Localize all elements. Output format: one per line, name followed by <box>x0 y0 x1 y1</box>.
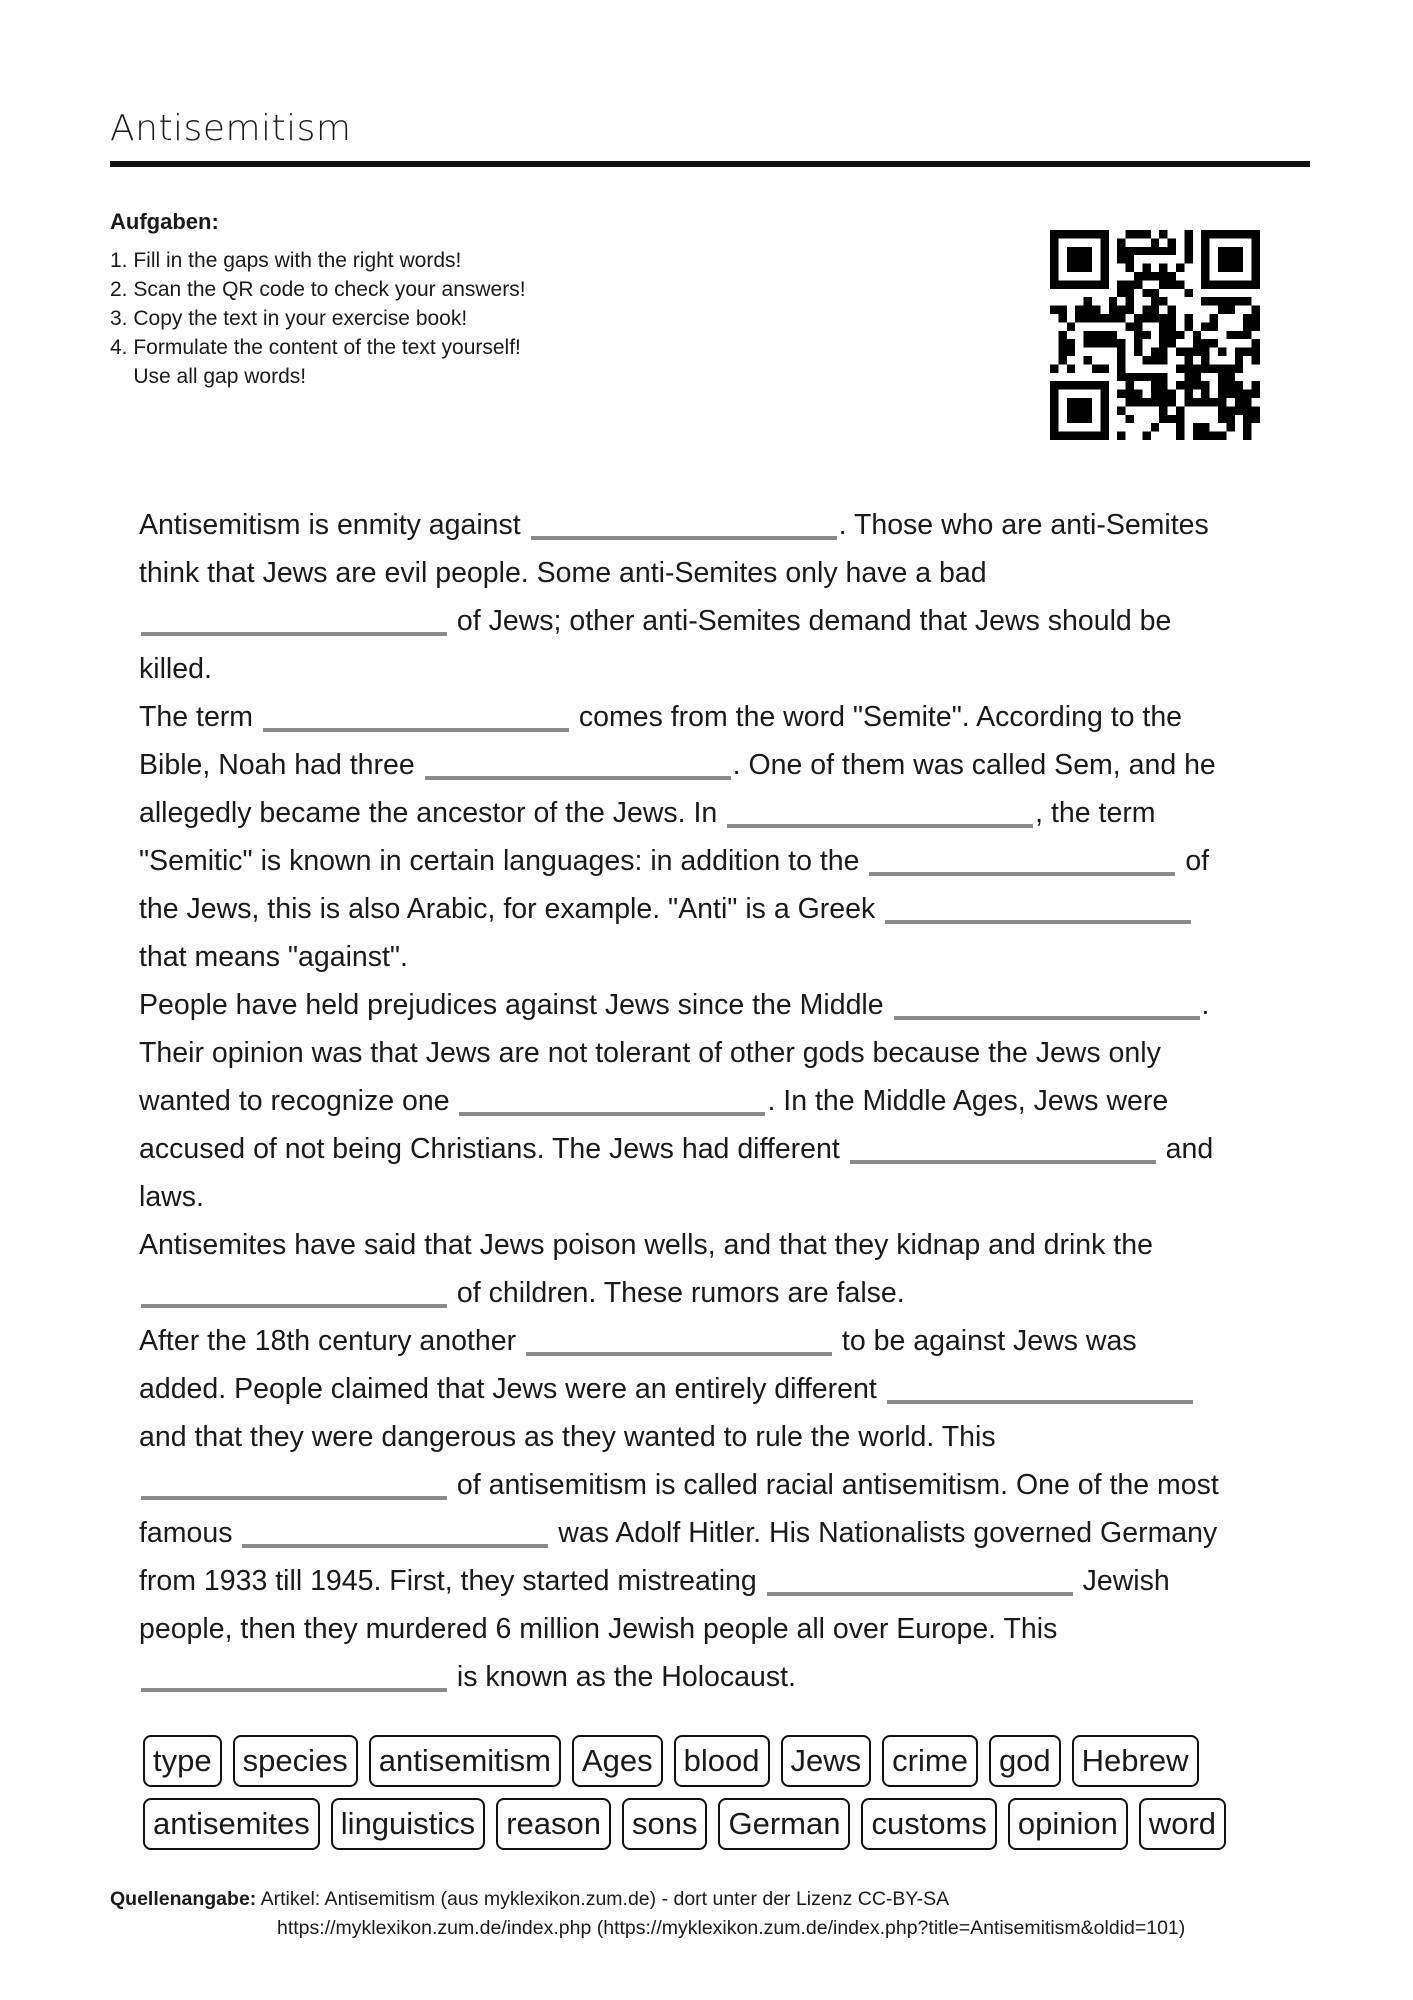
gap-text <box>139 501 1289 1701</box>
task-item: 4. Formulate the content of the text yourself! <box>110 336 521 359</box>
word-chip-german[interactable]: German <box>718 1798 850 1850</box>
word-chip-blood[interactable]: blood <box>674 1735 770 1787</box>
word-bank <box>143 1735 1293 1861</box>
word-chip-jews[interactable]: Jews <box>781 1735 872 1787</box>
text-line <box>139 693 1289 741</box>
text-fragment: killed. <box>139 653 212 685</box>
text-fragment: that means "against". <box>139 941 408 973</box>
text-line <box>139 837 1289 885</box>
text-fragment: accused of not being Christians. The Jews had different <box>139 1133 848 1165</box>
text-line <box>139 981 1289 1029</box>
text-fragment: and that they were dangerous as they wanted to rule the world. This <box>139 1421 996 1453</box>
tasks-heading: Aufgaben: <box>110 209 219 234</box>
text-fragment: and <box>1157 1133 1214 1165</box>
text-line <box>139 885 1289 933</box>
text-fragment: think that Jews are evil people. Some anti-Semites only have a bad <box>139 557 987 589</box>
text-line <box>139 1077 1289 1125</box>
gap-blank-1[interactable] <box>531 508 837 540</box>
text-line <box>139 501 1289 549</box>
text-line <box>139 549 1289 597</box>
word-chip-crime[interactable]: crime <box>882 1735 978 1787</box>
word-chip-sons[interactable]: sons <box>622 1798 707 1850</box>
gap-blank-11[interactable] <box>141 1276 447 1308</box>
task-item: 1. Fill in the gaps with the right words! <box>110 249 462 272</box>
word-chip-antisemitism[interactable]: antisemitism <box>369 1735 561 1787</box>
gap-blank-9[interactable] <box>459 1084 765 1116</box>
text-fragment: The term <box>139 701 261 733</box>
text-fragment: After the 18th century another <box>139 1325 524 1357</box>
gap-blank-17[interactable] <box>141 1660 447 1692</box>
text-fragment: comes from the word "Semite". According to the <box>570 701 1183 733</box>
text-line <box>139 1125 1289 1173</box>
text-fragment: . Those who are anti-Semites <box>838 509 1209 541</box>
gap-blank-15[interactable] <box>242 1516 548 1548</box>
text-line <box>139 645 1289 693</box>
word-chip-hebrew[interactable]: Hebrew <box>1072 1735 1199 1787</box>
word-bank-row <box>143 1735 1293 1787</box>
gap-blank-4[interactable] <box>425 748 731 780</box>
text-line <box>139 1653 1289 1701</box>
text-line <box>139 1509 1289 1557</box>
gap-blank-16[interactable] <box>767 1564 1073 1596</box>
gap-blank-12[interactable] <box>526 1324 832 1356</box>
source-citation <box>110 1885 1185 1943</box>
word-chip-customs[interactable]: customs <box>861 1798 996 1850</box>
text-fragment: , the term <box>1035 797 1156 829</box>
gap-blank-5[interactable] <box>727 796 1033 828</box>
text-fragment: wanted to recognize one <box>139 1085 458 1117</box>
task-item: 2. Scan the QR code to check your answers! <box>110 278 526 301</box>
text-fragment: Bible, Noah had three <box>139 749 423 781</box>
text-fragment: Antisemites have said that Jews poison wells, and that they kidnap and drink the <box>139 1229 1153 1261</box>
gap-blank-3[interactable] <box>263 700 569 732</box>
text-fragment: . <box>1201 989 1210 1021</box>
text-fragment: . In the Middle Ages, Jews were <box>767 1085 1169 1117</box>
text-line <box>139 1317 1289 1365</box>
text-fragment: "Semitic" is known in certain languages: in addition to the <box>139 845 868 877</box>
text-line <box>139 1029 1289 1077</box>
text-fragment: laws. <box>139 1181 204 1213</box>
text-fragment: . One of them was called Sem, and he <box>732 749 1216 781</box>
text-fragment: allegedly became the ancestor of the Jews. In <box>139 797 726 829</box>
text-fragment: famous <box>139 1517 241 1549</box>
gap-blank-8[interactable] <box>894 988 1200 1020</box>
text-fragment: Jewish <box>1074 1565 1170 1597</box>
gap-blank-14[interactable] <box>141 1468 447 1500</box>
word-chip-type[interactable]: type <box>143 1735 222 1787</box>
word-chip-reason[interactable]: reason <box>496 1798 611 1850</box>
text-fragment: people, then they murdered 6 million Jewish people all over Europe. This <box>139 1613 1058 1645</box>
text-fragment: of antisemitism is called racial antisemitism. One of the most <box>449 1469 1219 1501</box>
text-fragment: to be against Jews was <box>834 1325 1137 1357</box>
text-fragment: Antisemitism is enmity against <box>139 509 529 541</box>
word-chip-opinion[interactable]: opinion <box>1008 1798 1128 1850</box>
gap-blank-6[interactable] <box>869 844 1175 876</box>
text-line <box>139 1221 1289 1269</box>
text-fragment: added. People claimed that Jews were an entirely different <box>139 1373 885 1405</box>
page-title: Antisemitism <box>110 108 352 149</box>
text-line <box>139 1413 1289 1461</box>
text-fragment: is known as the Holocaust. <box>449 1661 796 1693</box>
qr-code-icon[interactable] <box>1050 230 1260 440</box>
title-divider <box>110 161 1310 167</box>
text-fragment: People have held prejudices against Jews since the Middle <box>139 989 892 1021</box>
text-line <box>139 1365 1289 1413</box>
word-chip-linguistics[interactable]: linguistics <box>331 1798 485 1850</box>
gap-blank-2[interactable] <box>141 604 447 636</box>
word-chip-word[interactable]: word <box>1139 1798 1226 1850</box>
source-text: Artikel: Antisemitism (aus myklexikon.zum.de) - dort unter der Lizenz CC-BY-SA <box>260 1888 950 1910</box>
text-line <box>139 597 1289 645</box>
gap-blank-13[interactable] <box>887 1372 1193 1404</box>
text-fragment: of <box>1177 845 1210 877</box>
source-label: Quellenangabe: <box>110 1888 257 1910</box>
text-fragment: of Jews; other anti-Semites demand that Jews should be <box>449 605 1172 637</box>
text-line <box>139 741 1289 789</box>
task-item: Use all gap words! <box>110 365 307 388</box>
task-list <box>110 246 526 391</box>
word-chip-ages[interactable]: Ages <box>572 1735 663 1787</box>
text-line <box>139 1269 1289 1317</box>
text-line <box>139 1173 1289 1221</box>
task-item: 3. Copy the text in your exercise book! <box>110 307 468 330</box>
text-fragment: Their opinion was that Jews are not tolerant of other gods because the Jews only <box>139 1037 1161 1069</box>
gap-blank-7[interactable] <box>885 892 1191 924</box>
word-chip-god[interactable]: god <box>989 1735 1061 1787</box>
source-url: https://myklexikon.zum.de/index.php (https://myklexikon.zum.de/index.php?title=Antisemitism&oldid=101) <box>277 1917 1186 1939</box>
text-line <box>139 933 1289 981</box>
text-line <box>139 789 1289 837</box>
text-fragment: the Jews, this is also Arabic, for example. "Anti" is a Greek <box>139 893 884 925</box>
word-bank-row <box>143 1798 1293 1850</box>
gap-blank-10[interactable] <box>850 1132 1156 1164</box>
text-fragment: was Adolf Hitler. His Nationalists governed Germany <box>550 1517 1218 1549</box>
word-chip-antisemites[interactable]: antisemites <box>143 1798 320 1850</box>
text-line <box>139 1557 1289 1605</box>
text-fragment: from 1933 till 1945. First, they started mistreating <box>139 1565 765 1597</box>
text-line <box>139 1605 1289 1653</box>
word-chip-species[interactable]: species <box>233 1735 358 1787</box>
text-fragment: of children. These rumors are false. <box>449 1277 905 1309</box>
text-line <box>139 1461 1289 1509</box>
